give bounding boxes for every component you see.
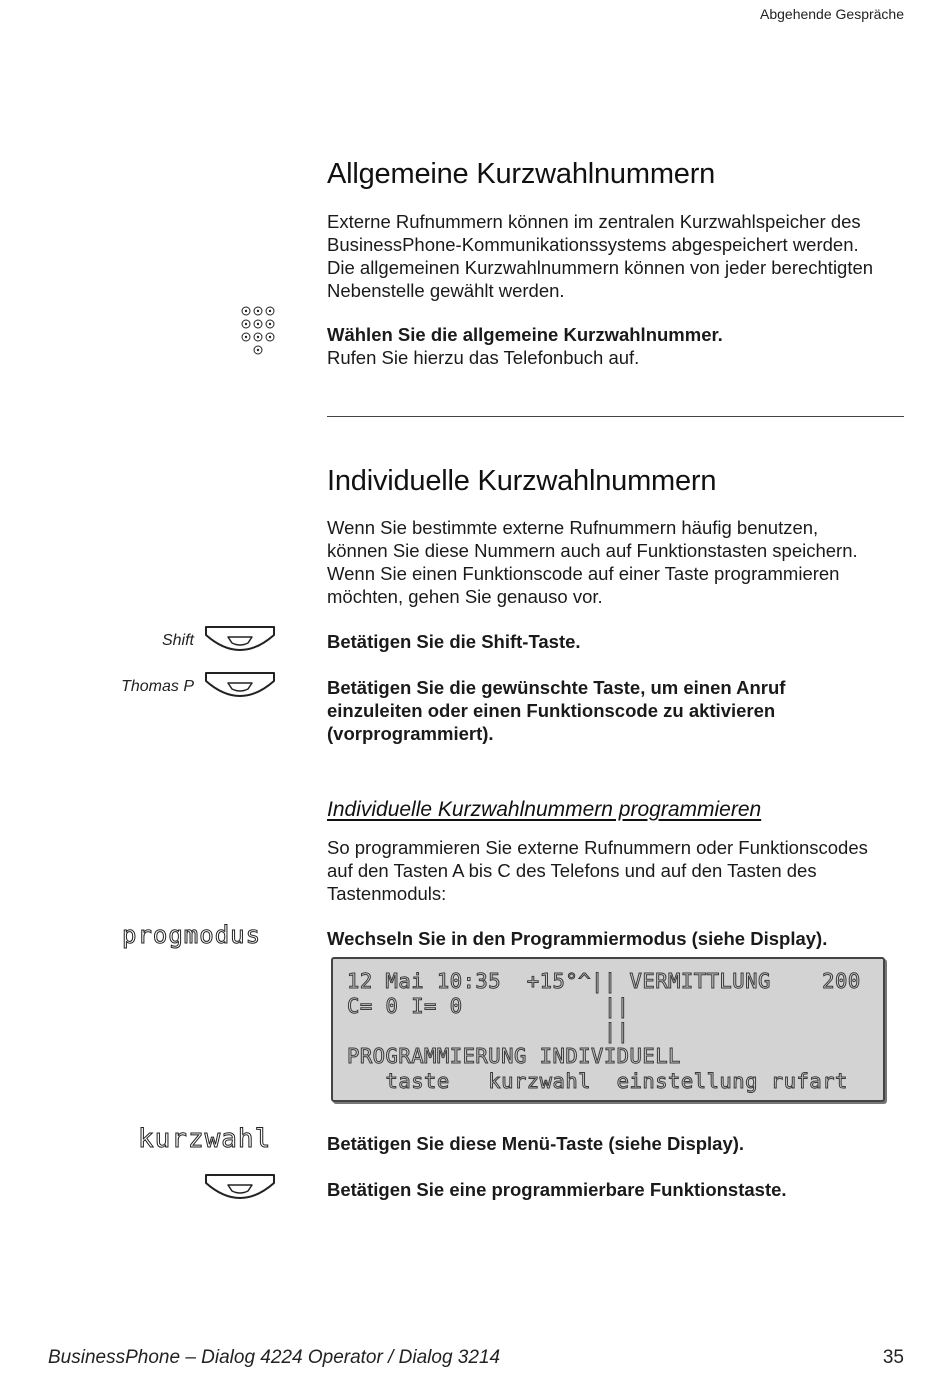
keypad-icon — [240, 306, 280, 358]
section-title-general: Allgemeine Kurzwahlnummern — [327, 158, 716, 190]
function-key-step-line: einzuleiten oder einen Funktionscode zu aktivieren — [327, 700, 776, 721]
progmode-softkey-label: progmodus — [122, 921, 262, 949]
footer-title: BusinessPhone – Dialog 4224 Operator / Dialog 3214 — [48, 1347, 501, 1368]
function-key-step-line: (vorprogrammiert). — [327, 723, 494, 744]
display-line: taste kurzwahl einstellung rufart — [347, 1069, 848, 1093]
progmode-step: Wechseln Sie in den Programmiermodus (siehe Display). — [327, 928, 828, 949]
programming-intro-line: Tastenmoduls: — [327, 883, 447, 904]
display-line: C= 0 I= 0 || — [347, 994, 630, 1018]
individual-intro-line: möchten, gehen Sie genauso vor. — [327, 586, 603, 607]
programmable-key-icon — [204, 1173, 276, 1203]
section-divider — [327, 416, 904, 417]
display-line: || — [347, 1019, 630, 1043]
individual-intro — [327, 516, 917, 608]
general-step-instruction: Wählen Sie die allgemeine Kurzwahlnummer. — [327, 324, 723, 345]
running-header: Abgehende Gespräche — [760, 6, 904, 22]
general-intro — [327, 210, 917, 302]
general-intro-line: BusinessPhone-Kommunikationssystems abgespeichert werden. — [327, 234, 859, 255]
function-key-label: Thomas P — [121, 678, 194, 695]
programmable-key-step: Betätigen Sie eine programmierbare Funktionstaste. — [327, 1179, 787, 1200]
programming-intro-line: auf den Tasten A bis C des Telefons und auf den Tasten des — [327, 860, 817, 881]
phone-display — [331, 957, 885, 1102]
display-line: 12 Mai 10:35 +15°^|| VERMITTLUNG 200 — [347, 969, 861, 993]
programming-intro-line: So programmieren Sie externe Rufnummern oder Funktionscodes — [327, 837, 868, 858]
section-title-individual: Individuelle Kurzwahlnummern — [327, 465, 717, 497]
general-intro-line: Externe Rufnummern können im zentralen Kurzwahlspeicher des — [327, 211, 861, 232]
shift-step: Betätigen Sie die Shift-Taste. — [327, 631, 581, 652]
display-line: PROGRAMMIERUNG INDIVIDUELL — [347, 1044, 681, 1068]
shift-key-label: Shift — [161, 632, 194, 649]
general-step — [327, 323, 917, 369]
menu-softkey-label: kurzwahl — [138, 1124, 272, 1154]
subsection-title-programming: Individuelle Kurzwahlnummern programmieren — [327, 798, 762, 821]
shift-key-icon — [204, 625, 276, 655]
general-intro-line: Die allgemeinen Kurzwahlnummern können von jeder berechtigten — [327, 257, 874, 278]
function-key-step — [327, 676, 917, 745]
page-number: 35 — [882, 1347, 904, 1368]
general-intro-line: Nebenstelle gewählt werden. — [327, 280, 565, 301]
function-key-icon — [204, 671, 276, 701]
individual-intro-line: können Sie diese Nummern auch auf Funktionstasten speichern. — [327, 540, 858, 561]
general-step-note: Rufen Sie hierzu das Telefonbuch auf. — [327, 347, 640, 368]
menu-step: Betätigen Sie diese Menü-Taste (siehe Display). — [327, 1133, 745, 1154]
programming-intro — [327, 836, 917, 905]
function-key-step-line: Betätigen Sie die gewünschte Taste, um einen Anruf — [327, 677, 786, 698]
individual-intro-line: Wenn Sie bestimmte externe Rufnummern häufig benutzen, — [327, 517, 819, 538]
individual-intro-line: Wenn Sie einen Funktionscode auf einer Taste programmieren — [327, 563, 840, 584]
